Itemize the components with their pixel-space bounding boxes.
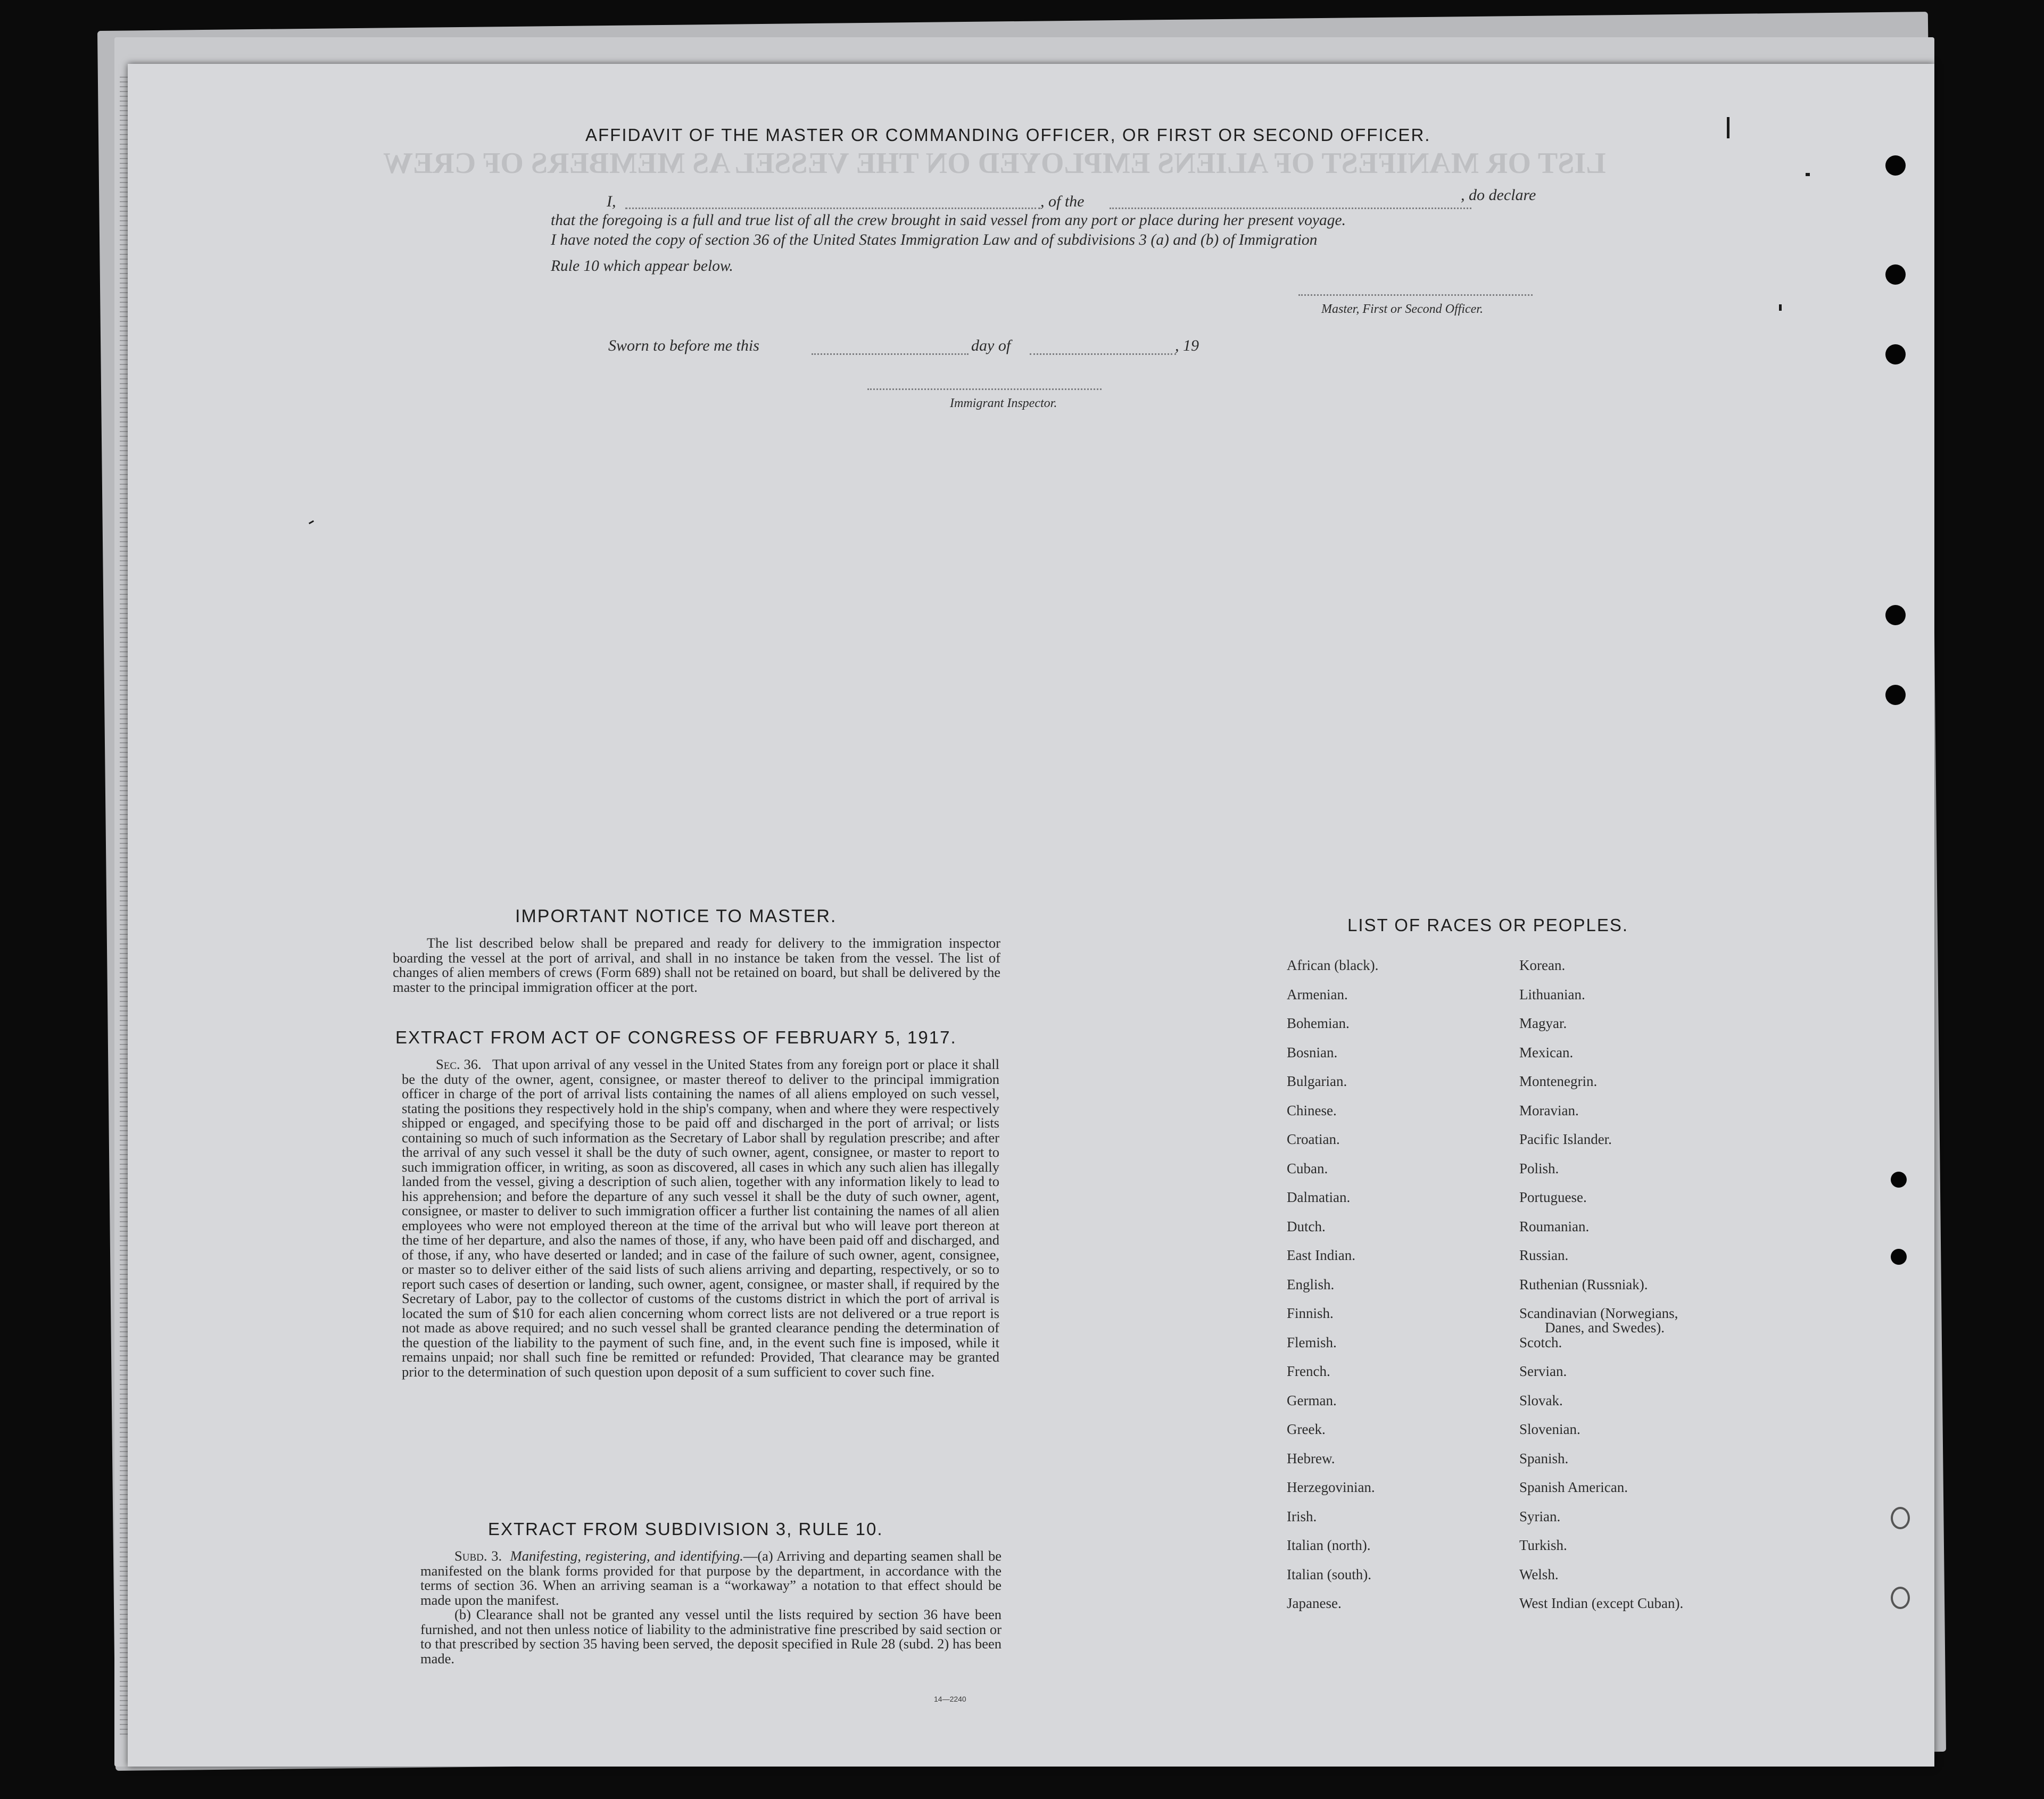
race-item: Moravian. xyxy=(1519,1102,1579,1118)
rule10-para-a xyxy=(420,1549,1002,1607)
punch-hole xyxy=(1885,605,1906,625)
race-item: Italian (north). xyxy=(1287,1537,1371,1553)
race-item: African (black). xyxy=(1287,957,1379,973)
subd-heading: Manifesting, registering, and identifying. xyxy=(510,1548,743,1564)
sworn-day-field xyxy=(812,353,969,355)
race-item: Lithuanian. xyxy=(1519,986,1585,1002)
punch-hole xyxy=(1891,1249,1907,1265)
master-signature-caption: Master, First or Second Officer. xyxy=(1321,302,1483,316)
ink-mark xyxy=(1779,304,1782,311)
race-item: Spanish American. xyxy=(1519,1479,1628,1495)
subd-label: Subd. 3. xyxy=(454,1548,502,1564)
race-item: Welsh. xyxy=(1519,1566,1559,1582)
notice-title: IMPORTANT NOTICE TO MASTER. xyxy=(515,906,837,926)
race-item: Ruthenian (Russniak). xyxy=(1519,1276,1648,1292)
race-item: Russian. xyxy=(1519,1247,1569,1263)
race-item: Mexican. xyxy=(1519,1044,1574,1060)
race-item: Montenegrin. xyxy=(1519,1073,1598,1089)
race-item: Flemish. xyxy=(1287,1334,1337,1350)
race-item: Japanese. xyxy=(1287,1595,1342,1611)
race-item: Finnish. xyxy=(1287,1305,1334,1321)
affidavit-title: AFFIDAVIT OF THE MASTER OR COMMANDING OFFICER, OR FIRST OR SECOND OFFICER. xyxy=(585,125,1431,145)
race-item: Herzegovinian. xyxy=(1287,1479,1375,1495)
race-item: German. xyxy=(1287,1392,1337,1408)
race-item: Cuban. xyxy=(1287,1160,1328,1176)
races-title: LIST OF RACES OR PEOPLES. xyxy=(1347,915,1629,935)
race-item: Turkish. xyxy=(1519,1537,1567,1553)
vessel-name-field xyxy=(1110,208,1471,209)
race-item: Irish. xyxy=(1287,1508,1317,1524)
race-item: Italian (south). xyxy=(1287,1566,1371,1582)
race-item: Roumanian. xyxy=(1519,1218,1590,1234)
race-item: Portuguese. xyxy=(1519,1189,1587,1205)
race-item: Chinese. xyxy=(1287,1102,1337,1118)
notice-paragraph: The list described below shall be prepared and ready for delivery to the immigration inspector boarding the vessel at the port of arrival, and shall in no instance be taken from the vessel. The list of changes of alien members of crews (Form 689) shall not be retained on board, but shall be delivered by the master to the principal immigration officer at the port. xyxy=(393,935,1000,995)
sworn-day-of-label: day of xyxy=(971,337,1011,354)
master-name-field xyxy=(625,208,1040,209)
punch-hole xyxy=(1891,1587,1910,1609)
race-item: Bohemian. xyxy=(1287,1015,1350,1031)
affidavit-i-label: I, xyxy=(607,193,616,210)
subd-para-a-text: —(a) Arriving and departing seamen shall be manifested on the blank forms provided for that purpose by the department, in accordance with the terms of section 36. When an arriving seaman is a “workaway” a notation to that effect should be made upon the manifest. xyxy=(420,1548,1002,1608)
punch-hole xyxy=(1885,264,1906,285)
race-item: Dalmatian. xyxy=(1287,1189,1351,1205)
race-item: Korean. xyxy=(1519,957,1566,973)
race-item: Polish. xyxy=(1519,1160,1559,1176)
sec36-body xyxy=(402,1057,999,1379)
punch-hole xyxy=(1891,1172,1907,1188)
affidavit-line-2: that the foregoing is a full and true list of all the crew brought in said vessel from any port or place during her present voyage. xyxy=(551,212,1346,229)
notice-body xyxy=(393,936,1000,994)
affidavit-line-3: I have noted the copy of section 36 of the United States Immigration Law and of subdivisions 3 (a) and (b) of Immigration xyxy=(551,231,1318,248)
sworn-label: Sworn to before me this xyxy=(608,337,759,354)
race-item: Bosnian. xyxy=(1287,1044,1338,1060)
race-item: Scotch. xyxy=(1519,1334,1562,1350)
race-item-continuation: Danes, and Swedes). xyxy=(1545,1320,1665,1336)
sec36-paragraph xyxy=(402,1057,999,1379)
race-item: English. xyxy=(1287,1276,1335,1292)
race-item: Croatian. xyxy=(1287,1131,1340,1147)
punch-hole xyxy=(1885,155,1906,176)
bleed-through-text: LIST OR MANIFEST OF ALIENS EMPLOYED ON THE VESSEL AS MEMBERS OF CREW xyxy=(383,147,1606,180)
race-item: Slovak. xyxy=(1519,1392,1563,1408)
inspector-signature-line xyxy=(867,388,1102,390)
race-item: West Indian (except Cuban). xyxy=(1519,1595,1684,1611)
master-signature-line xyxy=(1298,294,1533,296)
race-item: Scandinavian (Norwegians, xyxy=(1519,1305,1678,1321)
race-item: Dutch. xyxy=(1287,1218,1326,1234)
affidavit-line-4: Rule 10 which appear below. xyxy=(551,258,733,275)
ink-mark xyxy=(1806,173,1810,176)
sec36-text: That upon arrival of any vessel in the United States from any foreign port or place it shall be the duty of the owner, agent, consignee, or master thereof to deliver to the principal immigration officer in charge of the port of arrival lists containing the names of all aliens employed on such vessel, stating the positions they respectively hold in the ship's company, when and where they were respectively shipped or engaged, and specifying those to be paid off and discharged in the port of arrival; or lists containing so much of such information as the Secretary of Labor shall by regulation prescribe; and after the arrival of any such vessel it shall be the duty of such owner, agent, consignee, or master to report to such immigration officer, in writing, as soon as discovered, all cases in which any such alien has illegally landed from the vessel, giving a description of such alien, together with any information likely to lead to his apprehension; and before the departure of any such vessel it shall be the duty of such owner, agent, consignee, or master to deliver to such immigration officer a further list containing the names of all alien employees who were not employed thereon at the time of the arrival but who will leave port thereon at the time of her departure, and also the names of those, if any, who have been paid off and discharged, and of those, if any, who have deserted or landed; and in case of the failure of such owner, agent, consignee, or master so to deliver either of the said lists of such aliens arriving and departing, respectively, or so to report such cases of desertion or landing, such owner, agent, consignee, or master shall, if required by the Secretary of Labor, pay to the collector of customs of the customs district in which the port of arrival is located the sum of $10 for each alien concerning whom correct lists are not delivered or a true report is not made as above required; and no such vessel shall be granted clearance pending the determination of the question of the liability to the payment of such fine, and, in the event such fine is imposed, while it remains unpaid; nor shall such fine be remitted or refunded: Provided, That clearance may be granted prior to the determination of such question upon deposit of a sum sufficient to cover such fine. xyxy=(402,1056,999,1380)
document-page xyxy=(128,64,1934,1767)
race-item: Servian. xyxy=(1519,1363,1567,1379)
race-item: East Indian. xyxy=(1287,1247,1355,1263)
punch-hole xyxy=(1885,344,1906,364)
rule10-para-b: (b) Clearance shall not be granted any vessel until the lists required by section 36 have been furnished, and not then unless notice of liability to the administrative fine prescribed by said section or to that prescribed by section 35 having been served, the deposit specified in Rule 28 (subd. 2) has been made. xyxy=(420,1606,1002,1667)
race-item: Pacific Islander. xyxy=(1519,1131,1612,1147)
form-number: 14—2240 xyxy=(934,1695,966,1703)
affidavit-declare-label: , do declare xyxy=(1461,186,1536,204)
punch-hole xyxy=(1885,685,1906,705)
punch-hole xyxy=(1891,1507,1910,1529)
race-item: Syrian. xyxy=(1519,1508,1561,1524)
extract-act-title: EXTRACT FROM ACT OF CONGRESS OF FEBRUARY 5, 1917. xyxy=(395,1027,957,1047)
race-item: Spanish. xyxy=(1519,1450,1569,1466)
race-item: Hebrew. xyxy=(1287,1450,1335,1466)
race-item: Magyar. xyxy=(1519,1015,1567,1031)
rule10-body xyxy=(420,1549,1002,1666)
race-item: French. xyxy=(1287,1363,1330,1379)
inspector-caption: Immigrant Inspector. xyxy=(950,396,1057,410)
affidavit-of-the-label: , of the xyxy=(1040,193,1085,210)
sec36-label: Sec. 36. xyxy=(436,1056,482,1072)
race-item: Slovenian. xyxy=(1519,1421,1580,1437)
ink-mark xyxy=(1727,117,1729,138)
race-item: Armenian. xyxy=(1287,986,1348,1002)
extract-rule-title: EXTRACT FROM SUBDIVISION 3, RULE 10. xyxy=(488,1519,883,1539)
sworn-month-field xyxy=(1030,353,1176,355)
sworn-year-label: , 19 xyxy=(1175,337,1199,354)
race-item: Bulgarian. xyxy=(1287,1073,1347,1089)
race-item: Greek. xyxy=(1287,1421,1326,1437)
